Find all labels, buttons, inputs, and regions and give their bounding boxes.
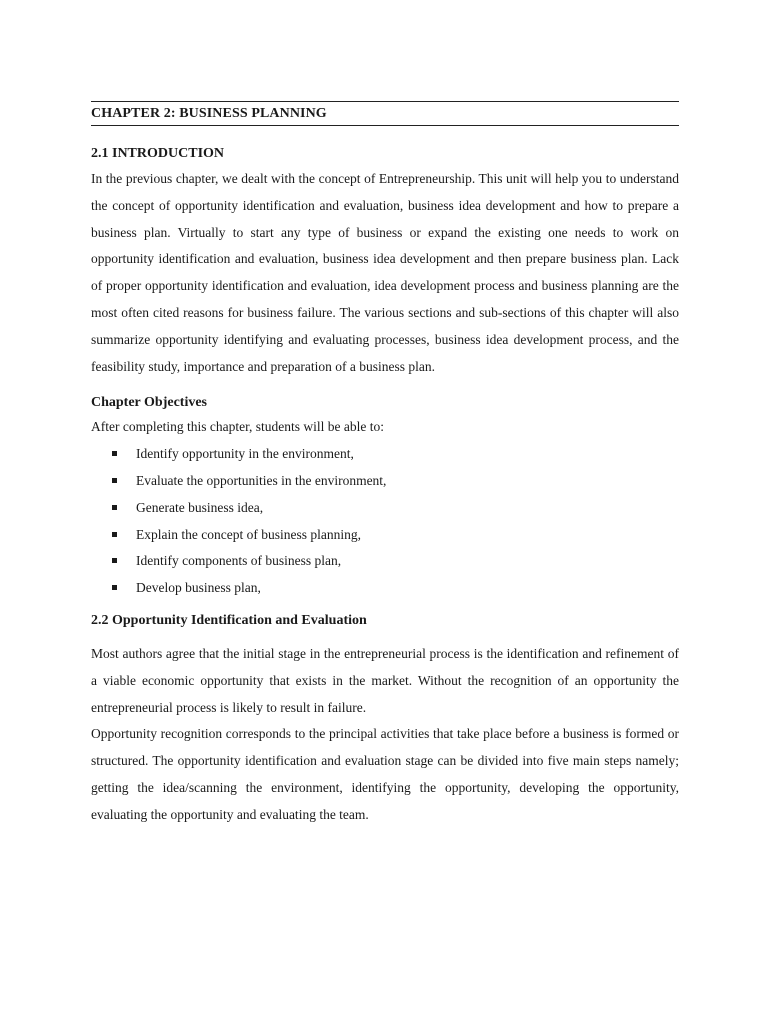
list-item bbox=[91, 468, 679, 495]
list-item bbox=[91, 495, 679, 522]
list-item-text: Evaluate the opportunities in the environment, bbox=[136, 472, 387, 488]
bullet-icon bbox=[112, 505, 117, 510]
bullet-icon bbox=[112, 451, 117, 456]
opportunity-paragraph-2: Opportunity recognition corresponds to the principal activities that take place before a business is formed or structured. The opportunity identification and evaluation stage can be divided into five main steps namely; getting the idea/scanning the environment, identifying the opportunity, developing the opportunity, evaluating the opportunity and evaluating the team. bbox=[91, 726, 679, 822]
document-page bbox=[91, 101, 679, 829]
list-item bbox=[91, 522, 679, 549]
bullet-icon bbox=[112, 558, 117, 563]
bullet-icon bbox=[112, 532, 117, 537]
list-item-text: Generate business idea, bbox=[136, 499, 264, 515]
section-heading-introduction: 2.1 INTRODUCTION bbox=[91, 146, 225, 161]
chapter-title: CHAPTER 2: BUSINESS PLANNING bbox=[91, 101, 679, 126]
list-item bbox=[91, 548, 679, 575]
list-item bbox=[91, 575, 679, 602]
list-item-text: Identify opportunity in the environment, bbox=[136, 446, 354, 462]
opportunity-paragraph-1: Most authors agree that the initial stage in the entrepreneurial process is the identification and refinement of a viable economic opportunity that exists in the market. Without the recognition of an opportunity the entrepreneurial process is likely to result in failure. bbox=[91, 645, 679, 715]
list-item-text: Explain the concept of business planning, bbox=[136, 526, 361, 542]
objectives-intro: After completing this chapter, students will be able to: bbox=[91, 419, 385, 435]
section-heading-opportunity: 2.2 Opportunity Identification and Evaluation bbox=[91, 612, 367, 628]
bullet-icon bbox=[112, 585, 117, 590]
objectives-list bbox=[91, 441, 679, 602]
introduction-paragraph: In the previous chapter, we dealt with the concept of Entrepreneurship. This unit will help you to understand the concept of opportunity identification and evaluation, business idea development and how to prepare a business plan. Virtually to start any type of business or expand the existing one needs to work on opportunity identification and evaluation, business idea development and then prepare business plan. Lack of proper opportunity identification and evaluation, idea development process and business planning are the most often cited reasons for business failure. The various sections and sub-sections of this chapter will also summarize opportunity identifying and evaluating processes, business idea development process, and the feasibility study, importance and preparation of a business plan. bbox=[91, 171, 679, 374]
bullet-icon bbox=[112, 478, 117, 483]
list-item bbox=[91, 441, 679, 468]
list-item-text: Develop business plan, bbox=[136, 580, 261, 596]
objectives-heading: Chapter Objectives bbox=[91, 395, 207, 411]
list-item-text: Identify components of business plan, bbox=[136, 553, 342, 569]
